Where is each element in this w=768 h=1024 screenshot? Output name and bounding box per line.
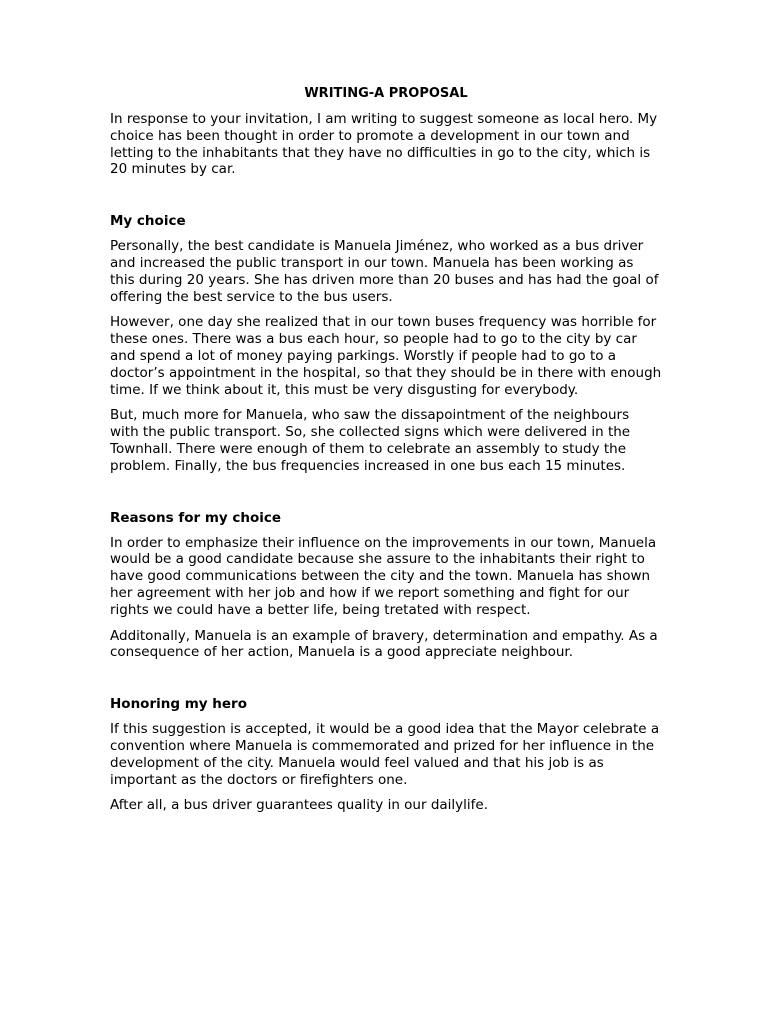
section-heading-my-choice: My choice — [110, 213, 186, 230]
paragraph: But, much more for Manuela, who saw the dissapointment of the neighbours with the public transport. So, she collected signs which were delivered in the Townhall. There were enough of them to celebrate an assembly to study the problem. Finally, the bus frequencies increased in one bus each 15 minutes. — [110, 407, 631, 474]
section-heading-honoring: Honoring my hero — [110, 696, 247, 713]
section-heading-reasons: Reasons for my choice — [110, 509, 282, 526]
paragraph: In order to emphasize their influence on the improvements in our town, Manuela would be a good candidate because she assure to the inhabitants their right to have good communications between the city and the town. Manuela has shown her agreement with her job and how if we report something and fight for our rights we could have a better life, being tretated with respect. — [110, 534, 657, 618]
paragraph: After all, a bus driver guarantees quality in our dailylife. — [110, 797, 489, 814]
section-spacer — [110, 187, 662, 213]
intro-paragraph: In response to your invitation, I am writing to suggest someone as local hero. My choice has been thought in order to promote a development in our town and letting to the inhabitants that they have no difficulties in go to the city, which is 20 minutes by car. — [110, 111, 658, 178]
paragraph: If this suggestion is accepted, it would be a good idea that the Mayor celebrate a convention where Manuela is commemorated and prized for her influence in the development of the city. Manuela would feel valued and that his job is as important as the doctors or firefighters one. — [110, 721, 660, 788]
paragraph: Personally, the best candidate is Manuela Jiménez, who worked as a bus driver and increased the public transport in our town. Manuela has been working as this during 20 years. She has driven more than 20 buses and has had the goal of offering the best service to the bus users. — [110, 238, 659, 305]
document-title: WRITING-A PROPOSAL — [304, 86, 468, 101]
paragraph: However, one day she realized that in our town buses frequency was horrible for these ones. There was a bus each hour, so people had to go to the city by car and spend a lot of money paying parkings. Worstly if people had to go to a doctor’s appointment in the hospital, so that they should be in there with enough time. If we think about it, this must be very disgusting for everybody. — [110, 314, 662, 398]
document-page — [110, 85, 662, 823]
paragraph: Additonally, Manuela is an example of bravery, determination and empathy. As a consequence of her action, Manuela is a good appreciate neighbour. — [110, 627, 658, 661]
section-spacer — [110, 670, 662, 696]
section-spacer — [110, 484, 662, 510]
